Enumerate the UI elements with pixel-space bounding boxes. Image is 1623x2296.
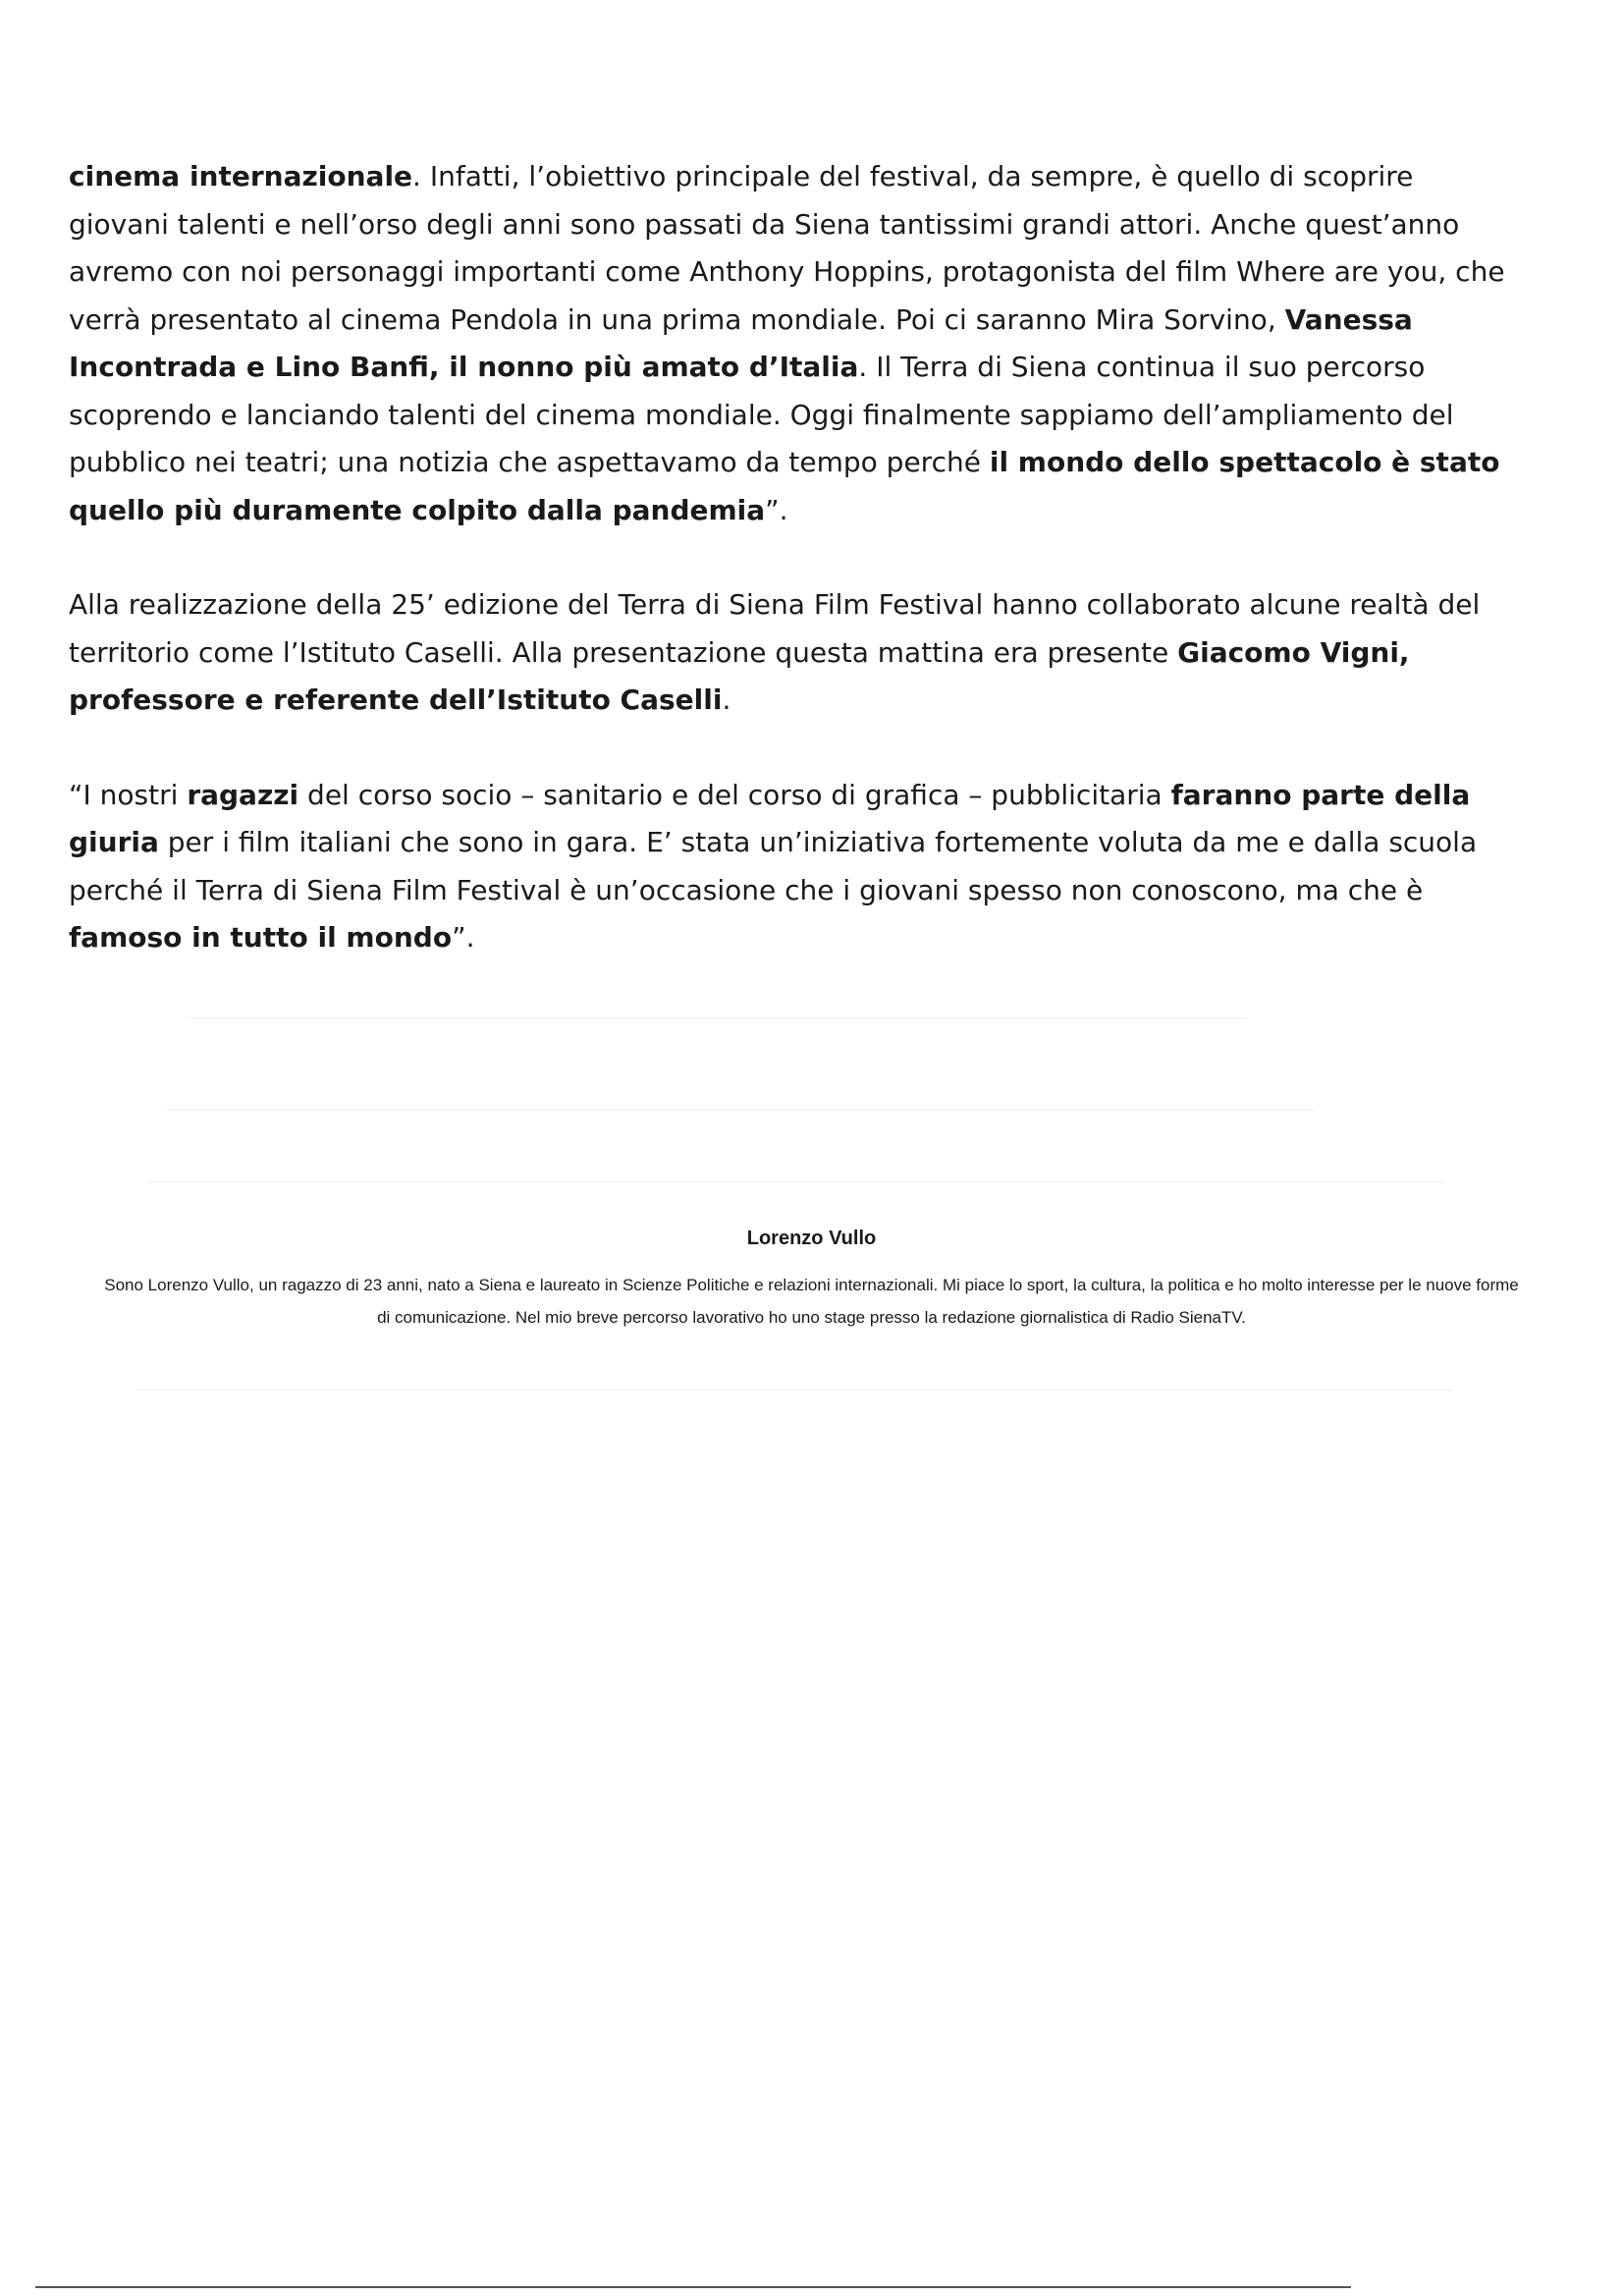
bold-text: Vanessa Incontrada e Lino Banfi, il nonno più amato d’Italia xyxy=(69,302,1413,383)
bold-text: faranno parte della giuria xyxy=(69,778,1471,858)
author-box xyxy=(98,1226,1525,1334)
scan-artifact-line xyxy=(147,1181,1443,1182)
scan-artifact-line xyxy=(137,1390,1453,1391)
body-text: per i film italiani che sono in gara. E’ stata un’iniziativa fortemente voluta da me e dalla scuola perché il Terra di Siena Film Festival è un’occasione che i giovani spesso non conoscono, ma che è xyxy=(69,826,1478,906)
body-text: del corso socio – sanitario e del corso di grafica – pubblicitaria xyxy=(298,778,1171,811)
body-text: ”. xyxy=(452,921,475,954)
author-name: Lorenzo Vullo xyxy=(746,1228,877,1249)
paragraph-2 xyxy=(69,581,1522,725)
body-text: . xyxy=(722,683,731,716)
body-text: Alla realizzazione della 25’ edizione del Terra di Siena Film Festival hanno collaborato alcune realtà del territorio come l’Istituto Caselli. Alla presentazione questa mattina era presente xyxy=(69,588,1481,669)
page-bottom-rule xyxy=(35,2286,1351,2288)
paragraph-1 xyxy=(69,153,1522,534)
body-text: . Il Terra di Siena continua il suo percorso scoprendo e lanciando talenti del cinema mondiale. Oggi finalmente sappiamo dell’ampliamento del pubblico nei teatri; una notizia che aspettavamo da tempo perché xyxy=(69,351,1454,478)
author-bio: Sono Lorenzo Vullo, un ragazzo di 23 anni, nato a Siena e laureato in Scienze Politiche e relazioni internazionali. Mi piace lo sport, la cultura, la politica e ho molto interesse per le nuove forme di comunicazione. Nel mio breve percorso lavorativo ho uno stage presso la redazione giornalistica di Radio SienaTV. xyxy=(104,1276,1519,1327)
bold-text: Giacomo Vigni, professore e referente dell’Istituto Caselli xyxy=(69,635,1410,716)
scan-artifact-line xyxy=(187,1017,1247,1018)
body-text: ”. xyxy=(765,493,788,526)
article-body xyxy=(69,153,1522,1010)
scan-artifact-line xyxy=(167,1110,1316,1111)
body-text: “I nostri xyxy=(69,778,188,811)
bold-text: cinema internazionale xyxy=(69,160,413,192)
paragraph-3 xyxy=(69,772,1522,962)
body-text: . Infatti, l’obiettivo principale del festival, da sempre, è quello di scoprire giovani talenti e nell’orso degli anni sono passati da Siena tantissimi grandi attori. Anche quest’anno avremo con noi personaggi importanti come Anthony Hoppins, protagonista del film Where are you, che verrà presentato al cinema Pendola in una prima mondiale. Poi ci saranno Mira Sorvino, xyxy=(69,160,1505,336)
bold-text: il mondo dello spettacolo è stato quello più duramente colpito dalla pandemia xyxy=(69,446,1500,526)
bold-text: famoso in tutto il mondo xyxy=(69,921,453,954)
bold-text: ragazzi xyxy=(187,778,299,811)
